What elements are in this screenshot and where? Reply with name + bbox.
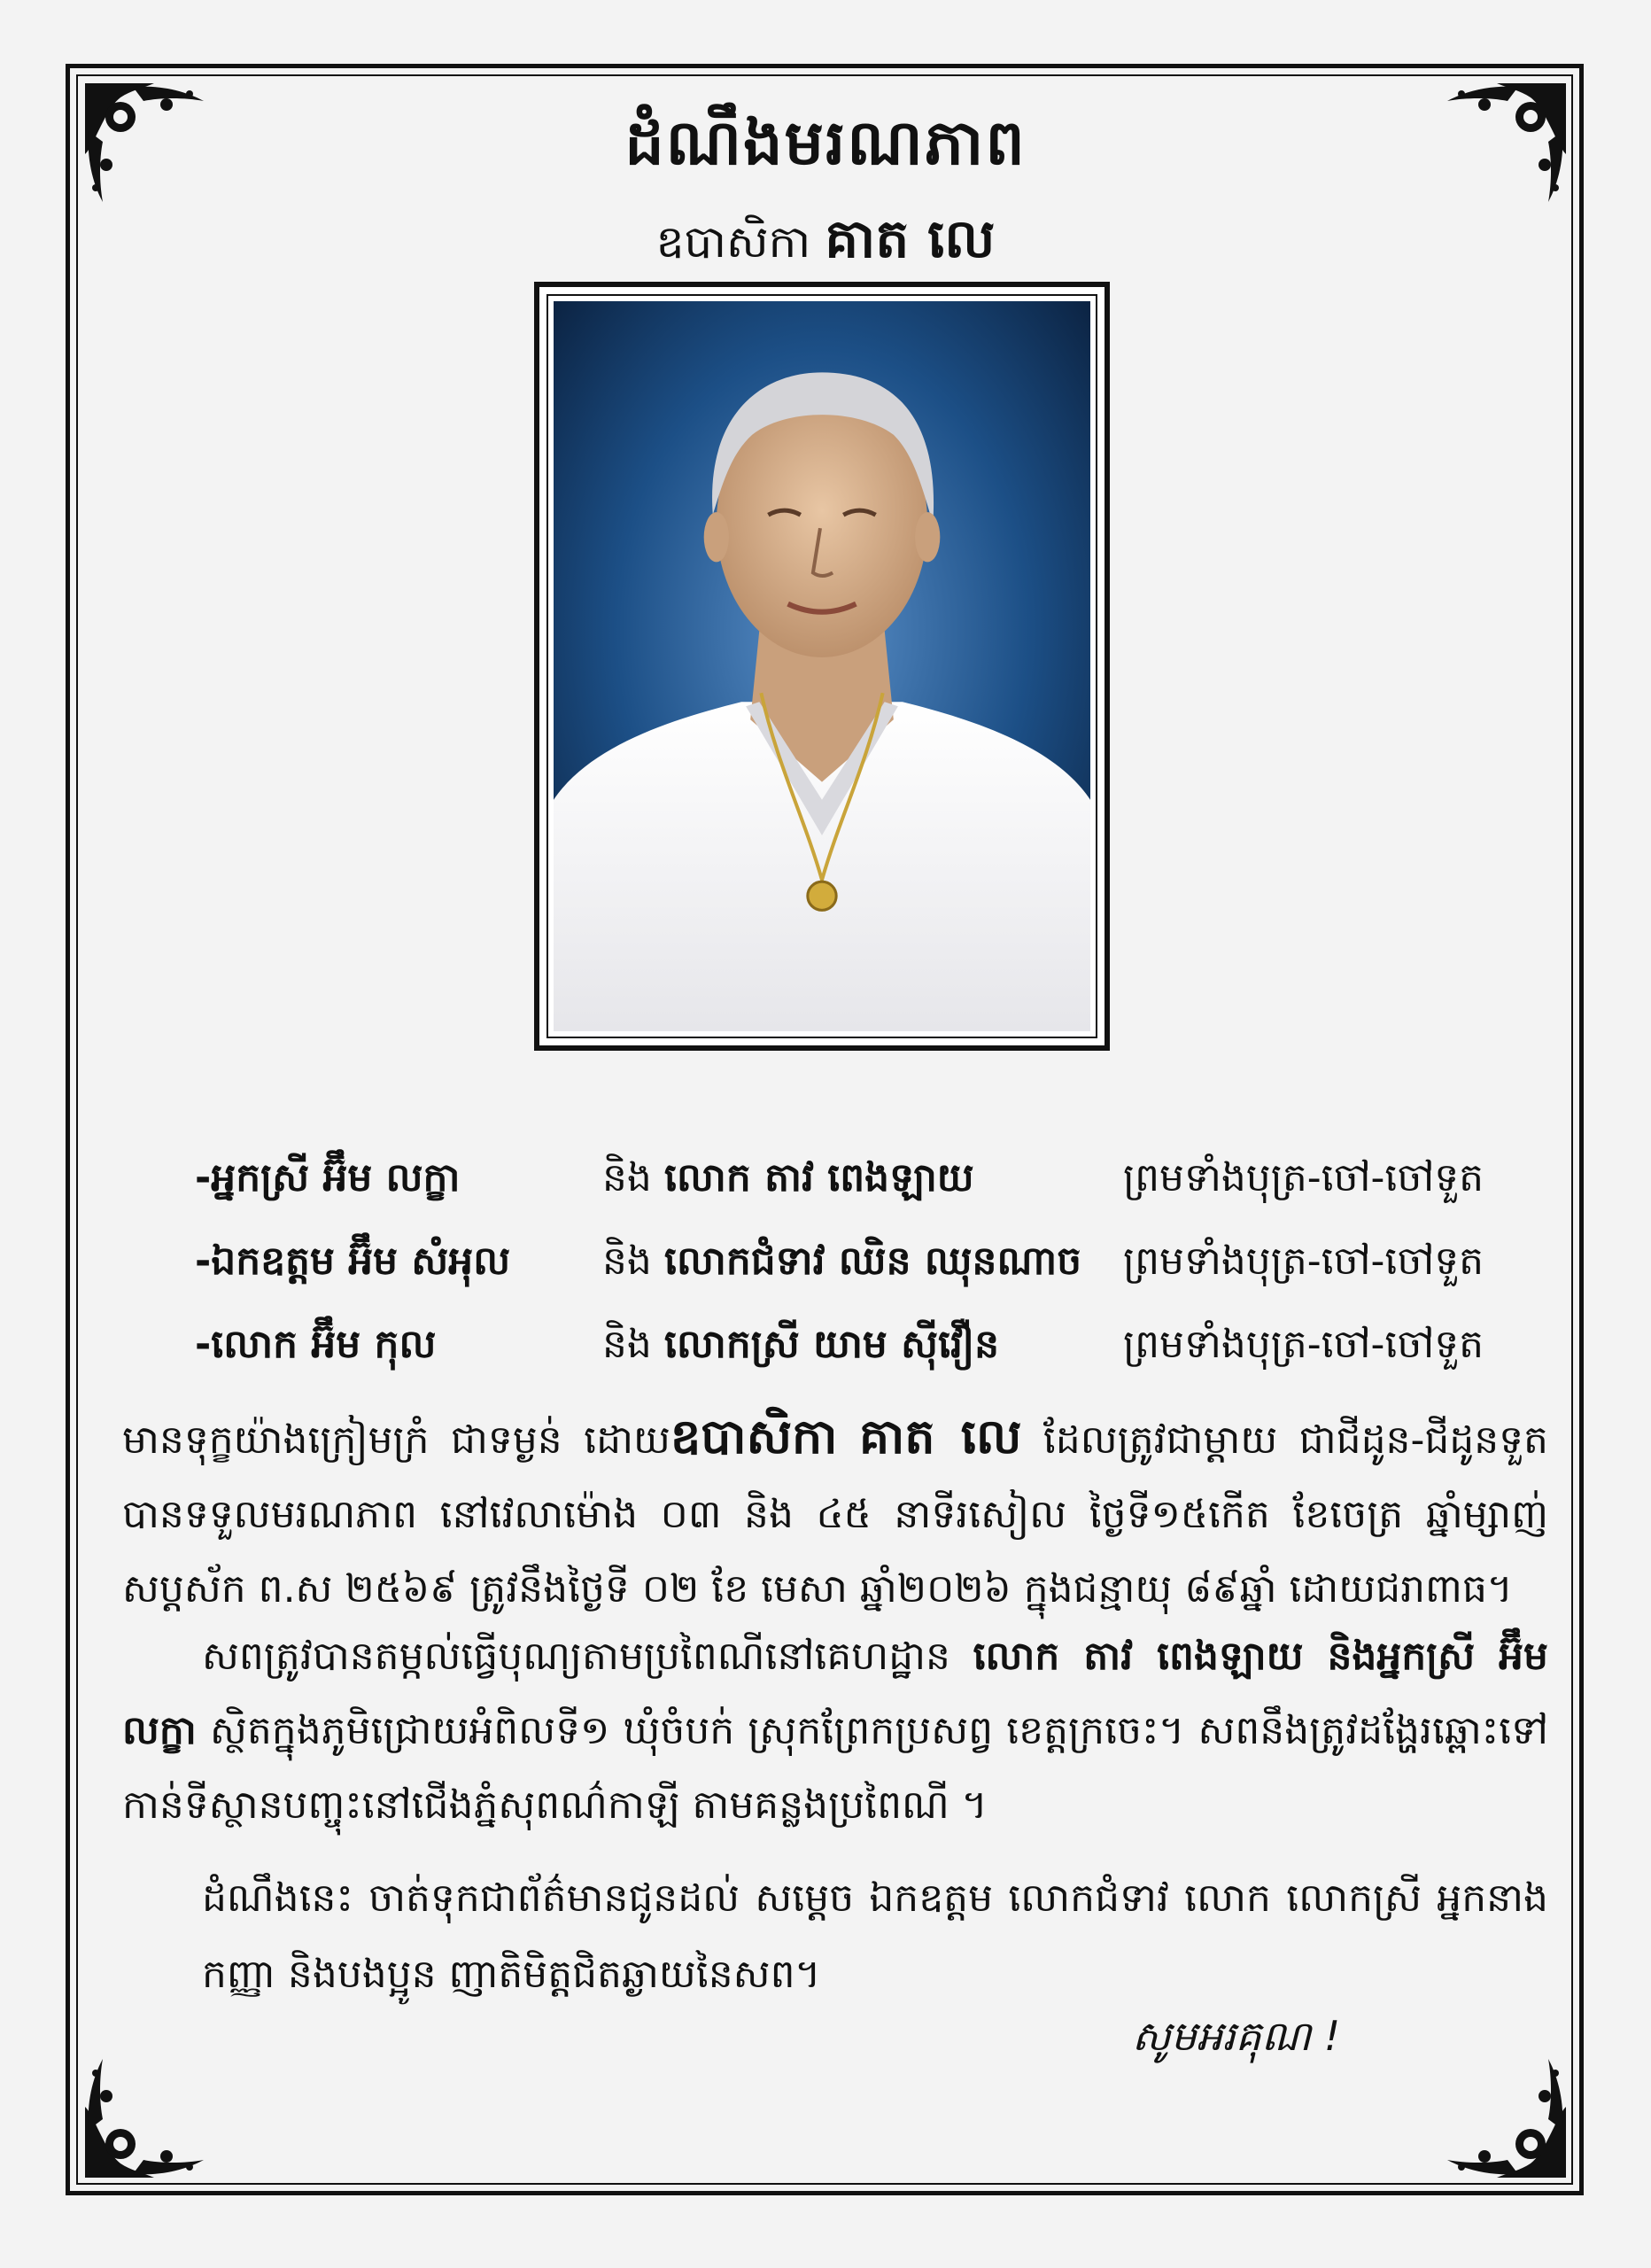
deceased-subtitle (0, 206, 1651, 284)
family-partner: លោក តាវ ពេងឡាយ (664, 1155, 974, 1200)
thank-you-text: សូមអរគុណ ! (1132, 2012, 1341, 2060)
family-member: -ឯកឧត្តម អ៊ឹម សំអុល (195, 1239, 511, 1284)
family-descendants: ព្រមទាំងបុត្រ-ចៅ-ចៅទួត (1123, 1322, 1484, 1367)
page-title: ដំណឹងមរណភាព (624, 106, 1027, 179)
notice-paragraph: ដំណឹងនេះ ចាត់ទុកជាព័ត៌មានជូនដល់ សម្តេច ឯកឧត្តម លោកជំទាវ លោក លោកស្រី អ្នកនាង កញ្ញា និងបងប្អូន ញាតិមិត្តជិតឆ្ងាយនៃសព។ (202, 1876, 1548, 1997)
funeral-text-cont: ស្ថិតក្នុងភូមិជ្រោយអំពិលទី១ ឃុំចំបក់ ស្រុកព្រែកប្រសព្វ ខេត្តក្រចេះ។ សពនឹងត្រូវដង្ហែរឆ្ពោះទៅកាន់ទីស្ថានបញ្ចុះនៅជើងភ្នំសុពណ៌កាឡី តាមគន្លងប្រពៃណី ។ (122, 1708, 1548, 1828)
announcement-text-cont: ដែលត្រូវជាម្តាយ ជាជីដូន-ជីដូនទួត បានទទួលមរណភាព នៅវេលាម៉ោង ០៣ និង ៤៥ នាទីរសៀល ថ្ងៃទី១៥កើត ខែចេត្រ ឆ្នាំម្សាញ់ សប្តស័ក ព.ស ២៥៦៩ ត្រូវនឹងថ្ងៃទី ០២ ខែ មេសា ឆ្នាំ២០២៦ ក្នុងជន្មាយុ ៨៩ឆ្នាំ ដោយជរាពាធ។ (122, 1418, 1548, 1612)
portrait-photo (554, 301, 1090, 1031)
corner-ornament-icon (1438, 2050, 1571, 2183)
deceased-name: គាត លេ (825, 208, 996, 270)
family-descendants: ព្រមទាំងបុត្រ-ចៅ-ចៅទួត (1123, 1239, 1484, 1284)
family-member: -អ្នកស្រី អ៊ឹម លក្ខា (195, 1155, 461, 1200)
family-partner: លោកស្រី យាម ស៊ីវឿន (664, 1322, 1000, 1367)
family-row (195, 1153, 1506, 1216)
family-member: -លោក អ៊ឹម កុល (195, 1322, 437, 1367)
family-descendants: ព្រមទាំងបុត្រ-ចៅ-ចៅទួត (1123, 1155, 1484, 1200)
conjunction: និង (602, 1239, 652, 1284)
conjunction: និង (602, 1155, 652, 1200)
family-row (195, 1320, 1506, 1382)
host-names-bold: លោក តាវ ពេងឡាយ និងអ្នកស្រី អ៊ឹម លក្ខា (122, 1634, 1548, 1753)
announcement-name-bold: គាត លេ (858, 1409, 1022, 1464)
conjunction: និង (602, 1322, 652, 1367)
family-row (195, 1237, 1506, 1299)
family-partner: លោកជំទាវ ឈិន ឈុនណាច (664, 1239, 1082, 1284)
subtitle-prefix: ឧបាសិកា (655, 216, 811, 268)
announcement-paragraph (122, 1400, 1548, 1627)
funeral-paragraph (122, 1619, 1548, 1843)
announcement-text: មានទុក្ខយ៉ាងក្រៀមក្រំ ជាទម្ងន់ ដោយ (122, 1418, 670, 1463)
portrait-frame (534, 282, 1110, 1051)
announcement-title-bold: ឧបាសិកា (670, 1409, 838, 1464)
corner-ornament-icon (80, 2050, 213, 2183)
funeral-text: សពត្រូវបានតម្កល់ធ្វើបុណ្យតាមប្រពៃណីនៅគេហដ្ឋាន (202, 1634, 973, 1679)
